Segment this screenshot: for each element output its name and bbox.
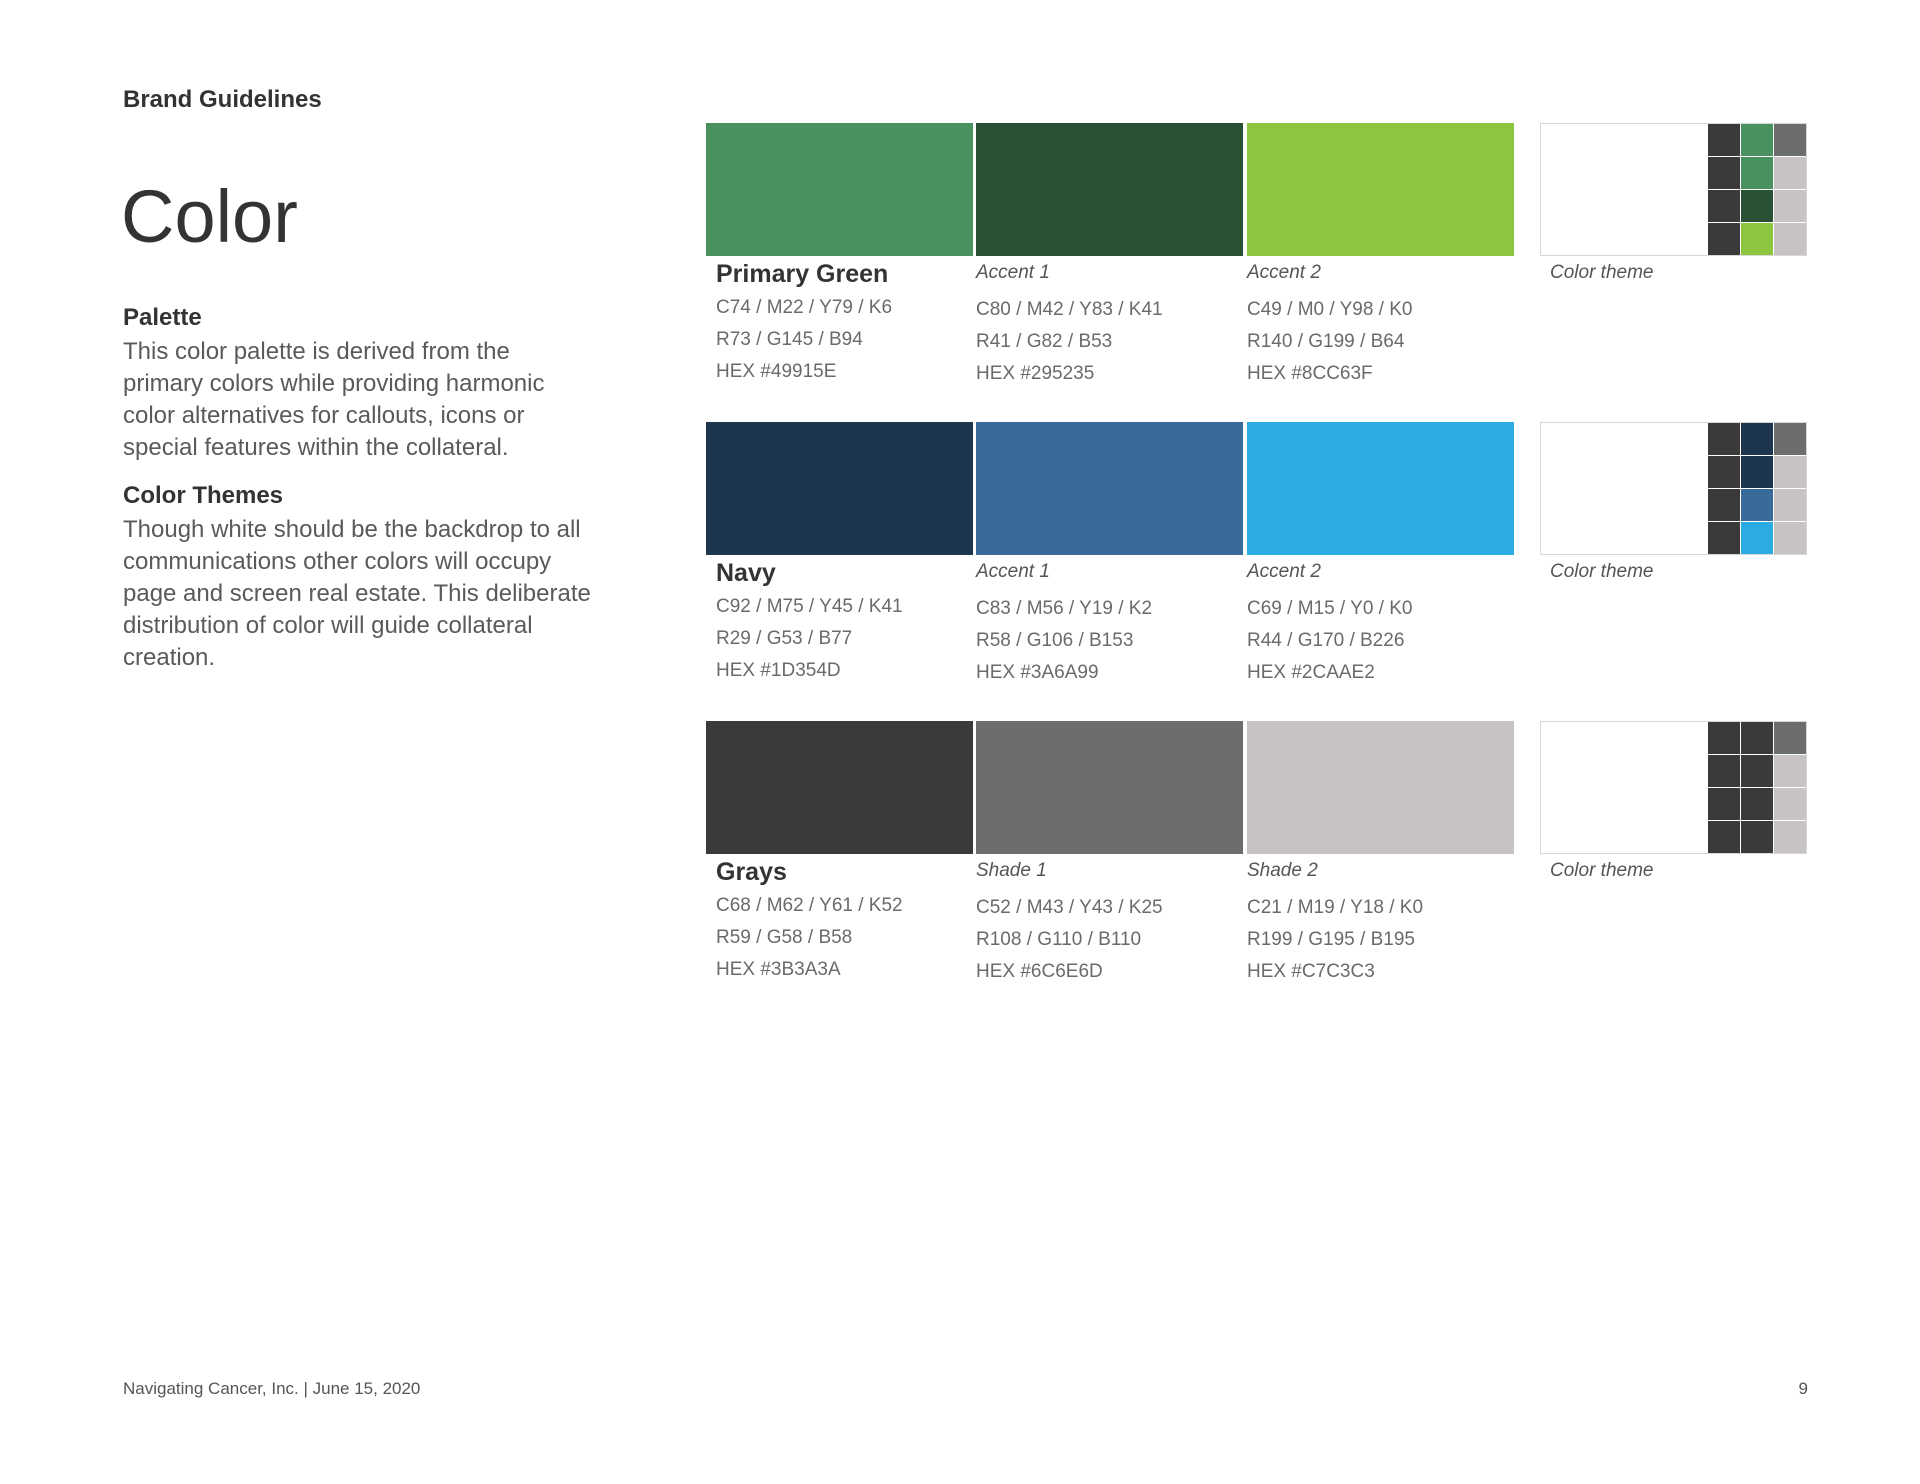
- swatch-title: Primary Green: [716, 260, 889, 288]
- palette-0-accent2: [1247, 123, 1514, 390]
- color-theme-preview: [1540, 721, 1807, 882]
- theme-grid-cell: [1708, 223, 1740, 255]
- theme-color-grid: [1708, 423, 1806, 554]
- swatch-rgb-value: R199 / G195 / B195: [1247, 929, 1415, 950]
- theme-grid-cell: [1708, 423, 1740, 455]
- theme-grid-cell: [1708, 522, 1740, 554]
- swatch-cmyk-value: C92 / M75 / Y45 / K41: [716, 596, 903, 617]
- swatch-hex-value: HEX #C7C3C3: [1247, 961, 1375, 982]
- palette-1-accent1: [976, 422, 1243, 689]
- sidebar: [123, 304, 593, 692]
- swatch-hex-value: HEX #1D354D: [716, 660, 841, 681]
- palette-heading: Palette: [123, 304, 202, 331]
- swatch-cmyk-value: C49 / M0 / Y98 / K0: [1247, 299, 1413, 320]
- color-theme-preview: [1540, 422, 1807, 583]
- theme-grid-cell: [1741, 157, 1773, 189]
- color-swatch: [976, 422, 1243, 555]
- footer-company-date: Navigating Cancer, Inc. | June 15, 2020: [123, 1379, 421, 1398]
- swatch-cmyk-value: C80 / M42 / Y83 / K41: [976, 299, 1163, 320]
- theme-color-grid: [1708, 722, 1806, 853]
- header-label: Brand Guidelines: [123, 86, 322, 113]
- theme-grid-cell: [1708, 190, 1740, 222]
- swatch-subtitle: Shade 2: [1247, 860, 1318, 881]
- theme-grid-cell: [1708, 157, 1740, 189]
- palette-2-accent1: [976, 721, 1243, 988]
- theme-grid-cell: [1741, 522, 1773, 554]
- swatch-rgb-value: R73 / G145 / B94: [716, 329, 863, 350]
- theme-color-grid: [1708, 124, 1806, 255]
- theme-grid-cell: [1741, 489, 1773, 521]
- swatch-rgb-value: R59 / G58 / B58: [716, 927, 853, 948]
- color-themes-heading: Color Themes: [123, 482, 284, 509]
- theme-grid-cell: [1774, 423, 1806, 455]
- theme-grid-cell: [1774, 223, 1806, 255]
- swatch-cmyk-value: C21 / M19 / Y18 / K0: [1247, 897, 1424, 918]
- color-swatch: [1247, 422, 1514, 555]
- color-theme-preview: [1540, 123, 1807, 284]
- color-themes-description: Though white should be the backdrop to all communications other colors will occupy page and screen real estate. This deliberate distribution of color will guide collateral creation.: [123, 516, 591, 671]
- swatch-hex-value: HEX #295235: [976, 363, 1095, 384]
- color-swatch: [1247, 123, 1514, 256]
- swatch-rgb-value: R29 / G53 / B77: [716, 628, 853, 649]
- theme-grid-cell: [1708, 788, 1740, 820]
- swatch-hex-value: HEX #6C6E6D: [976, 961, 1103, 982]
- color-swatch: [976, 123, 1243, 256]
- color-swatch: [1247, 721, 1514, 854]
- swatch-rgb-value: R140 / G199 / B64: [1247, 331, 1405, 352]
- theme-grid-cell: [1741, 223, 1773, 255]
- color-swatch: [706, 123, 973, 256]
- theme-grid-cell: [1774, 522, 1806, 554]
- theme-grid-cell: [1741, 821, 1773, 853]
- theme-grid-cell: [1708, 755, 1740, 787]
- swatch-cmyk-value: C83 / M56 / Y19 / K2: [976, 598, 1153, 619]
- swatch-cmyk-value: C68 / M62 / Y61 / K52: [716, 895, 903, 916]
- theme-grid-cell: [1741, 423, 1773, 455]
- page-number: 9: [1798, 1379, 1808, 1398]
- theme-grid-cell: [1774, 456, 1806, 488]
- color-swatch: [706, 422, 973, 555]
- theme-box: [1540, 422, 1807, 555]
- theme-grid-cell: [1774, 489, 1806, 521]
- swatch-hex-value: HEX #3A6A99: [976, 662, 1099, 683]
- swatch-rgb-value: R108 / G110 / B110: [976, 929, 1142, 950]
- swatch-rgb-value: R44 / G170 / B226: [1247, 630, 1405, 651]
- color-theme-label: Color theme: [1550, 860, 1654, 881]
- swatch-subtitle: Accent 1: [976, 262, 1050, 283]
- swatch-title: Navy: [716, 559, 776, 587]
- swatch-subtitle: Accent 2: [1247, 262, 1321, 283]
- theme-grid-cell: [1708, 722, 1740, 754]
- theme-grid-cell: [1708, 456, 1740, 488]
- theme-grid-cell: [1741, 190, 1773, 222]
- swatch-cmyk-value: C74 / M22 / Y79 / K6: [716, 297, 893, 318]
- theme-grid-cell: [1774, 157, 1806, 189]
- palette-description: This color palette is derived from the primary colors while providing harmonic color alternatives for callouts, icons or special features within the collateral.: [123, 338, 545, 461]
- theme-grid-cell: [1741, 755, 1773, 787]
- palette-1-accent2: [1247, 422, 1514, 689]
- theme-grid-cell: [1774, 190, 1806, 222]
- theme-grid-cell: [1774, 788, 1806, 820]
- swatch-subtitle: Shade 1: [976, 860, 1047, 881]
- swatch-title: Grays: [716, 858, 787, 886]
- palette-1-primary: [706, 422, 973, 687]
- swatch-hex-value: HEX #3B3A3A: [716, 959, 841, 980]
- swatch-subtitle: Accent 2: [1247, 561, 1321, 582]
- swatch-subtitle: Accent 1: [976, 561, 1050, 582]
- theme-grid-cell: [1708, 489, 1740, 521]
- color-swatch: [706, 721, 973, 854]
- theme-grid-cell: [1708, 124, 1740, 156]
- theme-box: [1540, 721, 1807, 854]
- swatch-cmyk-value: C52 / M43 / Y43 / K25: [976, 897, 1163, 918]
- color-theme-label: Color theme: [1550, 561, 1654, 582]
- page-title: Color: [121, 175, 298, 258]
- palette-0-primary: [706, 123, 973, 388]
- theme-grid-cell: [1741, 456, 1773, 488]
- theme-box: [1540, 123, 1807, 256]
- swatch-hex-value: HEX #8CC63F: [1247, 363, 1373, 384]
- theme-grid-cell: [1774, 722, 1806, 754]
- theme-grid-cell: [1741, 788, 1773, 820]
- palette-2-primary: [706, 721, 973, 986]
- swatch-rgb-value: R58 / G106 / B153: [976, 630, 1134, 651]
- palette-2-accent2: [1247, 721, 1514, 988]
- swatch-hex-value: HEX #2CAAE2: [1247, 662, 1375, 683]
- swatch-hex-value: HEX #49915E: [716, 361, 837, 382]
- swatch-rgb-value: R41 / G82 / B53: [976, 331, 1113, 352]
- palette-0-accent1: [976, 123, 1243, 390]
- swatch-cmyk-value: C69 / M15 / Y0 / K0: [1247, 598, 1413, 619]
- theme-grid-cell: [1741, 124, 1773, 156]
- color-swatch: [976, 721, 1243, 854]
- theme-grid-cell: [1708, 821, 1740, 853]
- color-theme-label: Color theme: [1550, 262, 1654, 283]
- theme-grid-cell: [1774, 821, 1806, 853]
- theme-grid-cell: [1741, 722, 1773, 754]
- theme-grid-cell: [1774, 755, 1806, 787]
- theme-grid-cell: [1774, 124, 1806, 156]
